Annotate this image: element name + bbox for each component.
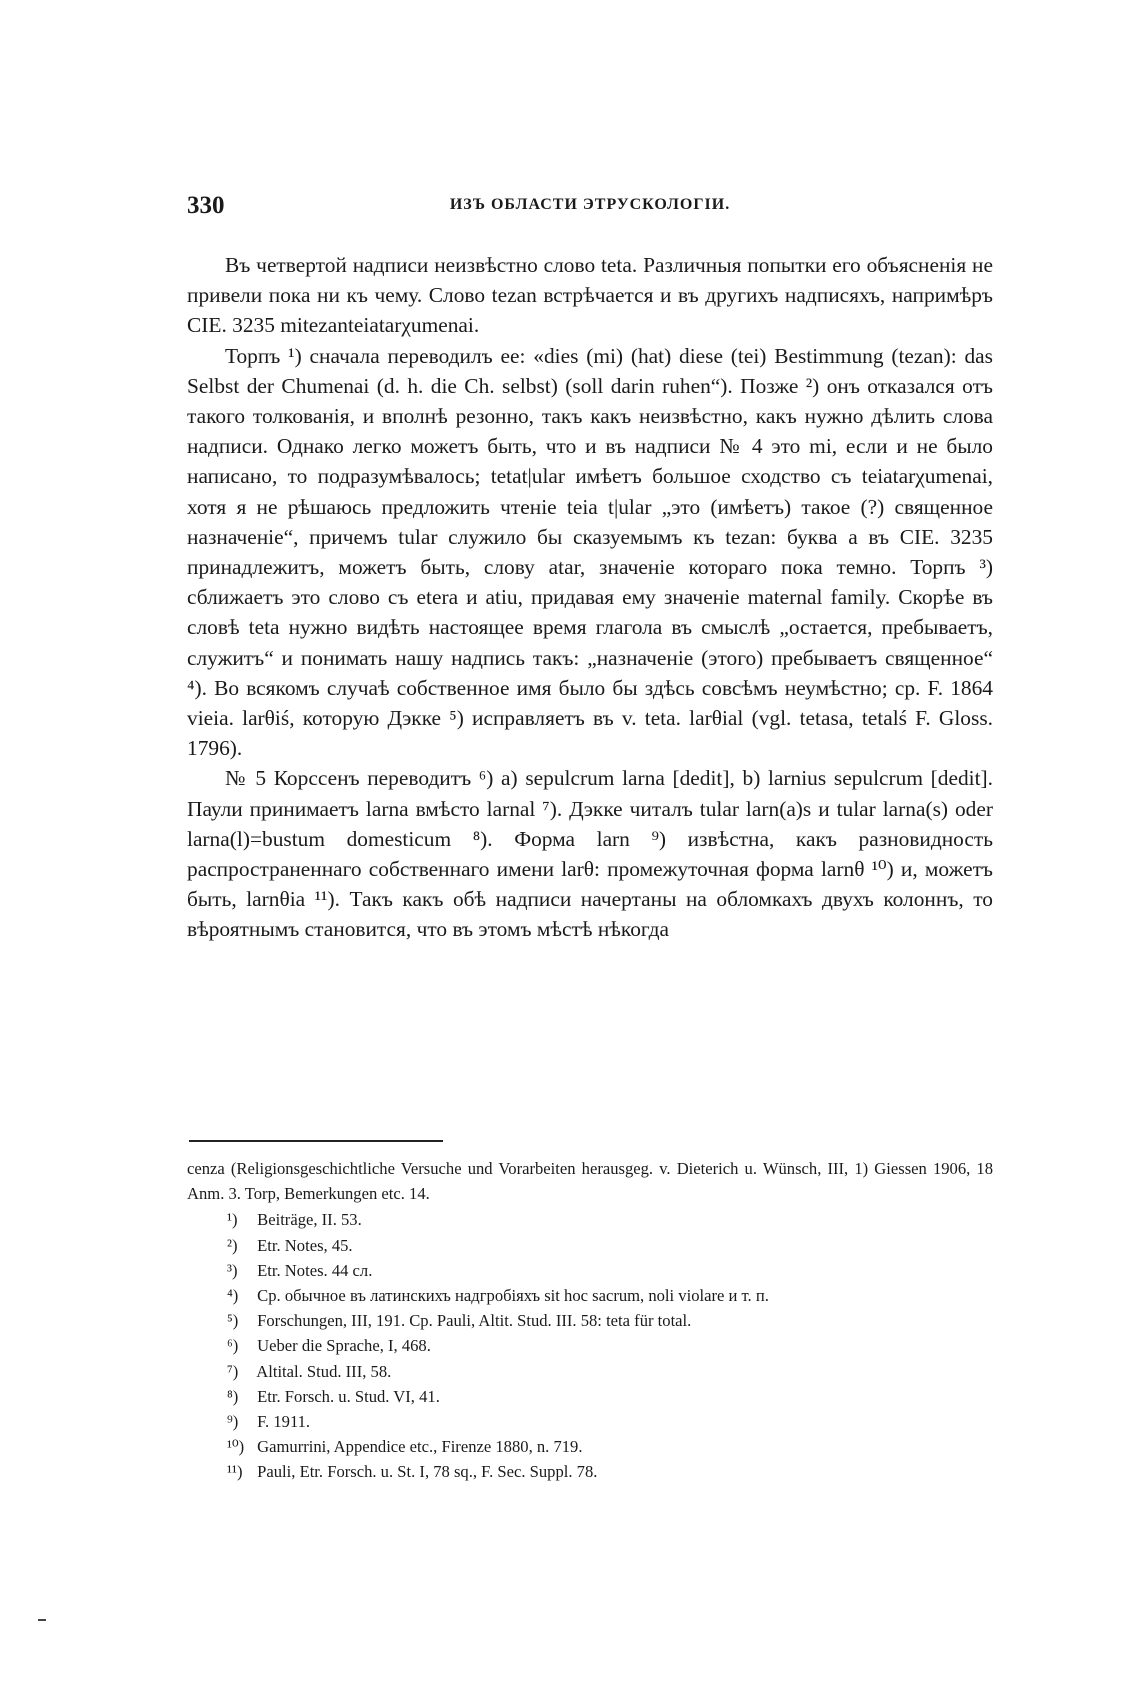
footnote — [187, 1333, 993, 1358]
footnote — [187, 1459, 993, 1484]
footnote-mark: ¹¹) — [227, 1462, 243, 1482]
footnote-mark: ⁹) — [227, 1412, 239, 1432]
footnote-mark: ⁵) — [227, 1311, 239, 1331]
footnote-mark: ⁶) — [227, 1336, 239, 1356]
footnote-text: Gamurrini, Appendice etc., Firenze 1880, n. 719. — [257, 1437, 583, 1457]
footnote-text: Forschungen, III, 191. Ср. Pauli, Altit. Stud. III. 58: teta für total. — [257, 1311, 692, 1331]
footnote-mark: ⁸) — [227, 1386, 239, 1406]
footnote-text: Pauli, Etr. Forsch. u. St. I, 78 sq., F. Sec. Suppl. 78. — [257, 1462, 598, 1482]
footnote-mark: ¹) — [227, 1210, 238, 1230]
footnote-mark: ²) — [227, 1235, 238, 1255]
footnote — [187, 1308, 993, 1333]
footnote — [187, 1409, 993, 1434]
footnote — [187, 1283, 993, 1308]
footnote-mark: ⁷) — [227, 1361, 239, 1381]
footnote-mark: ⁴) — [227, 1286, 239, 1306]
footnote-text: Altital. Stud. III, 58. — [256, 1361, 392, 1381]
footnote-text: Beiträge, II. 53. — [257, 1210, 362, 1230]
page-number: 330 — [187, 192, 225, 219]
paragraph: Торпъ ¹) сначала переводилъ ее: «dies (mi) (hat) diese (tei) Bestimmung (tezan): das Selbst der Chumenai (d. h. die Ch. selbst) (soll darin ruhen“). Позже ²) онъ отказался отъ такого толкованія, и вполнѣ резонно, такъ какъ неизвѣстно, какъ нужно дѣлить слова надписи. Однако легко можетъ быть, что и въ надписи № 4 это mi, если и не было написано, то подразумѣвалось; tetat|ular имѣетъ большое сходство съ teiatarχumenai, хотя я не рѣшаюсь предложить чтеніе teia t|ular „это (имѣетъ) такое (?) священное назначеніе“, причемъ tular служило бы сказуемымъ къ tezan: буква a въ CIE. 3235 принадлежитъ, можетъ быть, слову atar, значеніе котораго пока темно. Торпъ ³) сближаетъ это слово съ etera и atiu, придавая ему значеніе maternal family. Скорѣе въ словѣ teta нужно видѣть настоящее время глагола въ смыслѣ „остается, пребываетъ, служитъ“ и понимать нашу надпись такъ: „назначеніе (этого) пребываетъ священное“ ⁴). Во всякомъ случаѣ собственное имя было бы здѣсь совсѣмъ неумѣстно; ср. F. 1864 vieia. larθiś, которую Дэкке ⁵) исправляетъ въ v. teta. larθial (vgl. tetasa, tetalś F. Gloss. 1796). — [187, 343, 993, 761]
footnote-mark: ³) — [227, 1260, 238, 1280]
footnote-text: Etr. Notes, 45. — [257, 1235, 353, 1255]
footnote-continuation: cenza (Religionsgeschichtliche Versuche und Vorarbeiten herausgeg. v. Dieterich u. Wünsch, III, 1) Giessen 1906, 18 Anm. 3. Torp, Bemerkungen etc. 14. — [187, 1159, 993, 1204]
footnotes — [187, 1156, 993, 1485]
paragraph: Въ четвертой надписи неизвѣстно слово teta. Различныя попытки его объясненія не привели пока ни къ чему. Слово tezan встрѣчается и въ другихъ надписяхъ, напримѣръ CIE. 3235 mitezanteiatarχumenai. — [187, 253, 993, 338]
footnote-mark: ¹⁰) — [227, 1437, 245, 1457]
footnote-text: Etr. Forsch. u. Stud. VI, 41. — [257, 1386, 440, 1406]
footnote — [187, 1359, 993, 1384]
footnote-text: F. 1911. — [257, 1412, 311, 1432]
footnote — [187, 1258, 993, 1283]
footnote — [187, 1384, 993, 1409]
footnote — [187, 1233, 993, 1258]
running-title: ИЗЪ ОБЛАСТИ ЭТРУСКОЛОГІИ. — [449, 196, 731, 213]
footnote-text: Ср. обычное въ латинскихъ надгробіяхъ sit hoc sacrum, noli violare и т. п. — [257, 1286, 769, 1306]
paragraph: № 5 Корссенъ переводитъ ⁶) a) sepulcrum larna [dedit], b) larnius sepulcrum [dedit]. Паули принимаетъ larna вмѣсто larnal ⁷). Дэкке читалъ tular larn(a)s и tular larna(s) oder larna(l)=bustum domesticum ⁸). Форма larn ⁹) извѣстна, какъ разновидность распространеннаго собственнаго имени larθ: промежуточная форма larnθ ¹⁰) и, можетъ быть, larnθia ¹¹). Такъ какъ обѣ надписи начертаны на обломкахъ двухъ колоннъ, то вѣроятнымъ становится, что въ этомъ мѣстѣ нѣкогда — [187, 766, 993, 942]
footnote-text: Etr. Notes. 44 сл. — [257, 1260, 373, 1280]
scan-edge-mark — [38, 1619, 46, 1621]
footnote-divider — [189, 1140, 443, 1142]
footnote — [187, 1207, 993, 1232]
main-text — [187, 250, 993, 945]
footnote — [187, 1434, 993, 1459]
page-header — [187, 192, 993, 222]
footnote-text: Ueber die Sprache, I, 468. — [257, 1336, 431, 1356]
